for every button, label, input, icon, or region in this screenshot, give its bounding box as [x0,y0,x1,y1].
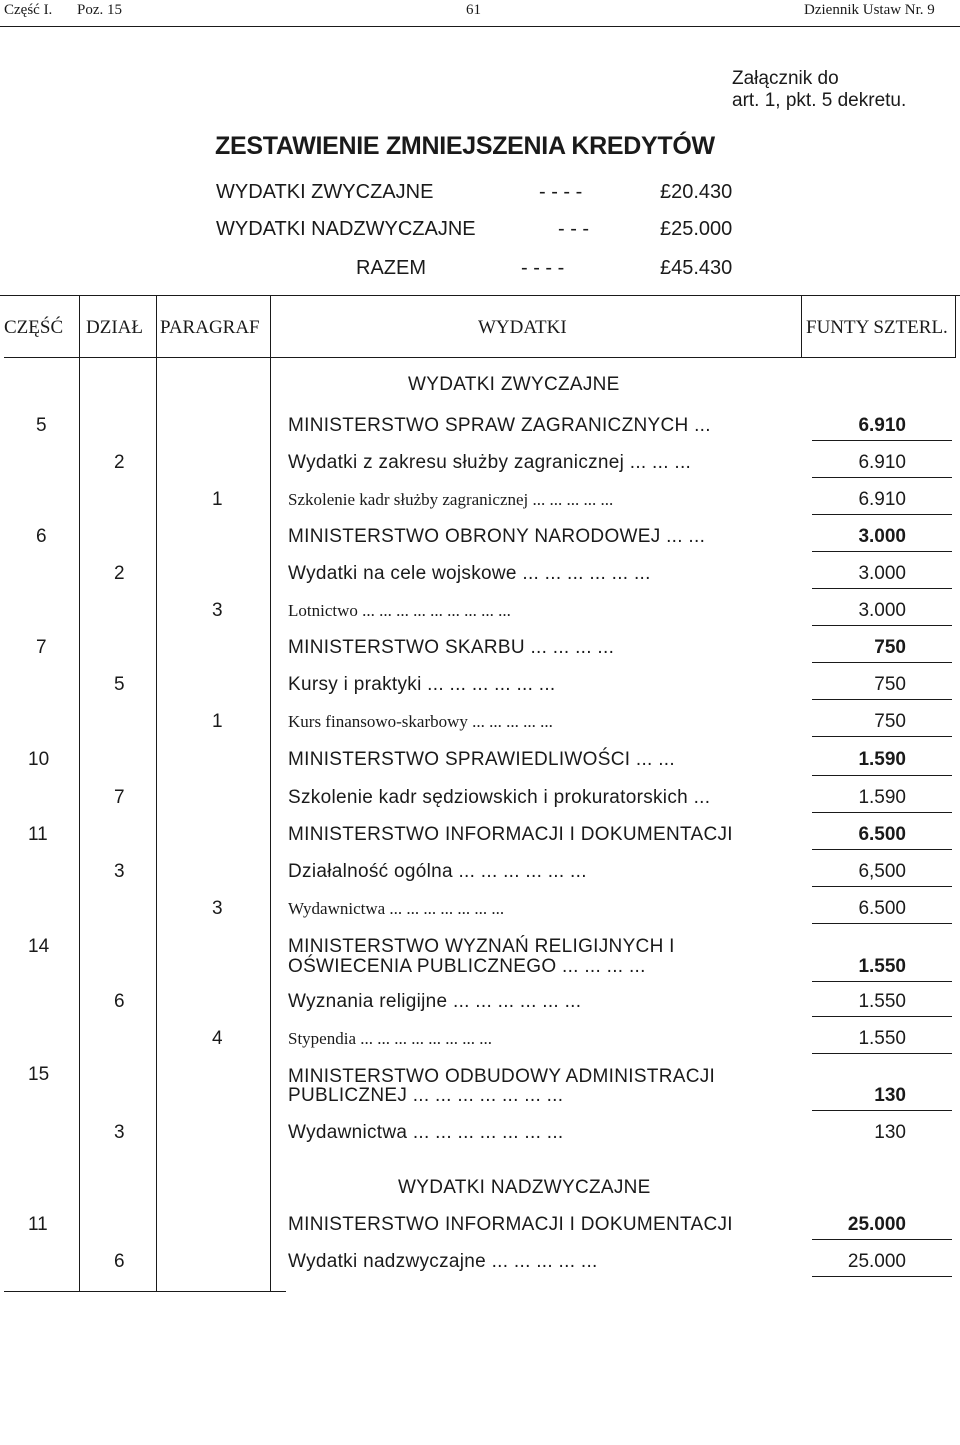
annex-line-2: art. 1, pkt. 5 dekretu. [732,90,907,111]
table-row-description: Szkolenie kadr służby zagranicznej ... ... ... ... ... [288,490,614,509]
table-row-dzial: 6 [114,1251,125,1272]
table-row-description: Wydatki na cele wojskowe ... ... ... ... ... ... [288,563,651,584]
amount-rule [812,551,952,552]
table-row-amount: 25.000 [847,1214,906,1235]
table-row-amount: 750 [874,711,906,732]
table-row-dzial: 6 [114,991,125,1012]
amount-rule [812,514,952,515]
table-row-description: MINISTERSTWO ODBUDOWY ADMINISTRACJI [288,1066,716,1087]
table-row-czesc: 10 [28,749,50,770]
table-row-amount: 6.500 [858,824,906,845]
amount-rule [812,775,952,776]
table-row-description: MINISTERSTWO SPRAWIEDLIWOŚCI ... ... [288,749,675,770]
table-row-description: Kurs finansowo-skarbowy ... ... ... ... ... [288,712,553,731]
page-title: ZESTAWIENIE ZMNIEJSZENIA KREDYTÓW [215,132,715,160]
amount-rule [812,1016,952,1017]
table-row-description: Wydawnictwa ... ... ... ... ... ... ... [288,899,505,918]
summary-total-amount: £45.430 [660,257,733,279]
table-row-czesc: 7 [36,637,47,658]
table-row-amount: 3.000 [858,600,906,621]
table-row-czesc: 6 [36,526,47,547]
table-row-amount: 6,500 [858,861,906,882]
table-row-amount: 25.000 [847,1251,906,1272]
column-divider-czesc [79,296,80,1291]
table-row-description: Wydawnictwa ... ... ... ... ... ... ... [288,1122,564,1143]
table-row-dzial: 2 [114,563,125,584]
table-row-amount: 1.550 [858,956,906,977]
annex-line-1: Załącznik do [732,68,839,89]
table-row-dzial: 7 [114,787,125,808]
table-row-description: Wydatki nadzwyczajne ... ... ... ... ... [288,1251,598,1272]
table-row-czesc: 11 [28,1214,48,1235]
amount-rule [812,849,952,850]
table-top-rule [0,295,960,296]
table-row-amount: 1.550 [858,991,906,1012]
table-row-description-continued: PUBLICZNEJ ... ... ... ... ... ... ... [288,1085,564,1106]
table-row-amount: 3.000 [858,526,906,547]
amount-rule [812,1110,952,1111]
section-ordinary-heading: WYDATKI ZWYCZAJNE [408,374,620,395]
amount-rule [812,699,952,700]
summary-ordinary-amount: £20.430 [660,181,733,203]
amount-rule [812,477,952,478]
table-row-description: MINISTERSTWO OBRONY NARODOWEJ ... ... [288,526,706,547]
table-row-paragraf: 1 [212,489,223,510]
amount-rule [812,1239,952,1240]
amount-rule [812,662,952,663]
table-row-description: MINISTERSTWO SKARBU ... ... ... ... [288,637,615,658]
table-row-amount: 750 [874,674,906,695]
table-bottom-rule [4,1291,286,1292]
amount-rule [812,886,952,887]
amount-rule [812,1053,952,1054]
table-row-paragraf: 4 [212,1028,223,1049]
table-row-description-continued: OŚWIECENIA PUBLICZNEGO ... ... ... ... [288,956,646,977]
column-header-dzial: DZIAŁ [86,317,143,338]
table-row-dzial: 3 [114,1122,125,1143]
column-header-czesc: CZĘŚĆ [4,317,64,338]
column-divider-dzial [156,296,157,1291]
table-row-amount: 1.550 [858,1028,906,1049]
table-row-amount: 6.910 [858,415,906,436]
amount-rule [812,1276,952,1277]
table-row-amount: 3.000 [858,563,906,584]
table-row-amount: 750 [874,637,906,658]
summary-extraordinary-dashes: - - - [558,218,590,240]
table-row-dzial: 5 [114,674,125,695]
header-page-number: 61 [466,2,481,18]
amount-rule [812,440,952,441]
column-header-paragraf: PARAGRAF [160,317,260,338]
column-divider-wydatki [801,296,802,357]
summary-extraordinary-label: WYDATKI NADZWYCZAJNE [216,218,476,240]
table-row-description: Wyznania religijne ... ... ... ... ... ... [288,991,582,1012]
column-header-wydatki: WYDATKI [478,317,567,338]
table-row-description: MINISTERSTWO WYZNAŃ RELIGIJNYCH I [288,936,675,957]
column-divider-right [955,296,956,357]
header-part: Część I. [4,2,53,18]
table-row-amount: 6.910 [858,452,906,473]
table-row-amount: 1.590 [858,749,906,770]
table-row-czesc: 14 [28,936,50,957]
table-row-description: Wydatki z zakresu służby zagranicznej ... ... ... [288,452,692,473]
amount-rule [812,812,952,813]
table-row-amount: 6.500 [858,898,906,919]
table-row-description: MINISTERSTWO INFORMACJI I DOKUMENTACJI [288,824,733,845]
table-row-czesc: 15 [28,1064,50,1085]
table-row-description: MINISTERSTWO INFORMACJI I DOKUMENTACJI [288,1214,733,1235]
summary-ordinary-label: WYDATKI ZWYCZAJNE [216,181,434,203]
table-row-description: Działalność ogólna ... ... ... ... ... ... [288,861,587,882]
table-row-dzial: 2 [114,452,125,473]
amount-rule [812,923,952,924]
table-row-paragraf: 3 [212,898,223,919]
column-divider-paragraf [270,296,271,1291]
amount-rule [812,981,952,982]
table-row-amount: 130 [874,1085,906,1106]
table-header-rule [4,357,956,358]
summary-total-label: RAZEM [356,257,426,279]
column-header-funty: FUNTY SZTERL. [806,317,948,338]
table-row-dzial: 3 [114,861,125,882]
table-row-czesc: 5 [36,415,47,436]
table-row-czesc: 11 [28,824,48,845]
table-row-amount: 130 [874,1122,906,1143]
amount-rule [812,625,952,626]
summary-ordinary-dashes: - - - - [539,181,583,203]
section-extraordinary-heading: WYDATKI NADZWYCZAJNE [398,1177,651,1198]
amount-rule [812,736,952,737]
table-row-description: Kursy i praktyki ... ... ... ... ... ... [288,674,556,695]
table-row-amount: 6.910 [858,489,906,510]
table-row-amount: 1.590 [858,787,906,808]
header-rule [0,26,960,27]
table-row-paragraf: 1 [212,711,223,732]
summary-extraordinary-amount: £25.000 [660,218,733,240]
table-row-description: Lotnictwo ... ... ... ... ... ... ... ... ... [288,601,511,620]
table-row-paragraf: 3 [212,600,223,621]
table-row-description: MINISTERSTWO SPRAW ZAGRANICZNYCH ... [288,415,711,436]
amount-rule [812,588,952,589]
header-journal: Dziennik Ustaw Nr. 9 [804,2,935,18]
table-row-description: Szkolenie kadr sędziowskich i prokuratorskich ... [288,787,711,808]
summary-total-dashes: - - - - [521,257,565,279]
header-position: Poz. 15 [77,2,122,18]
table-row-description: Stypendia ... ... ... ... ... ... ... ... [288,1029,492,1048]
